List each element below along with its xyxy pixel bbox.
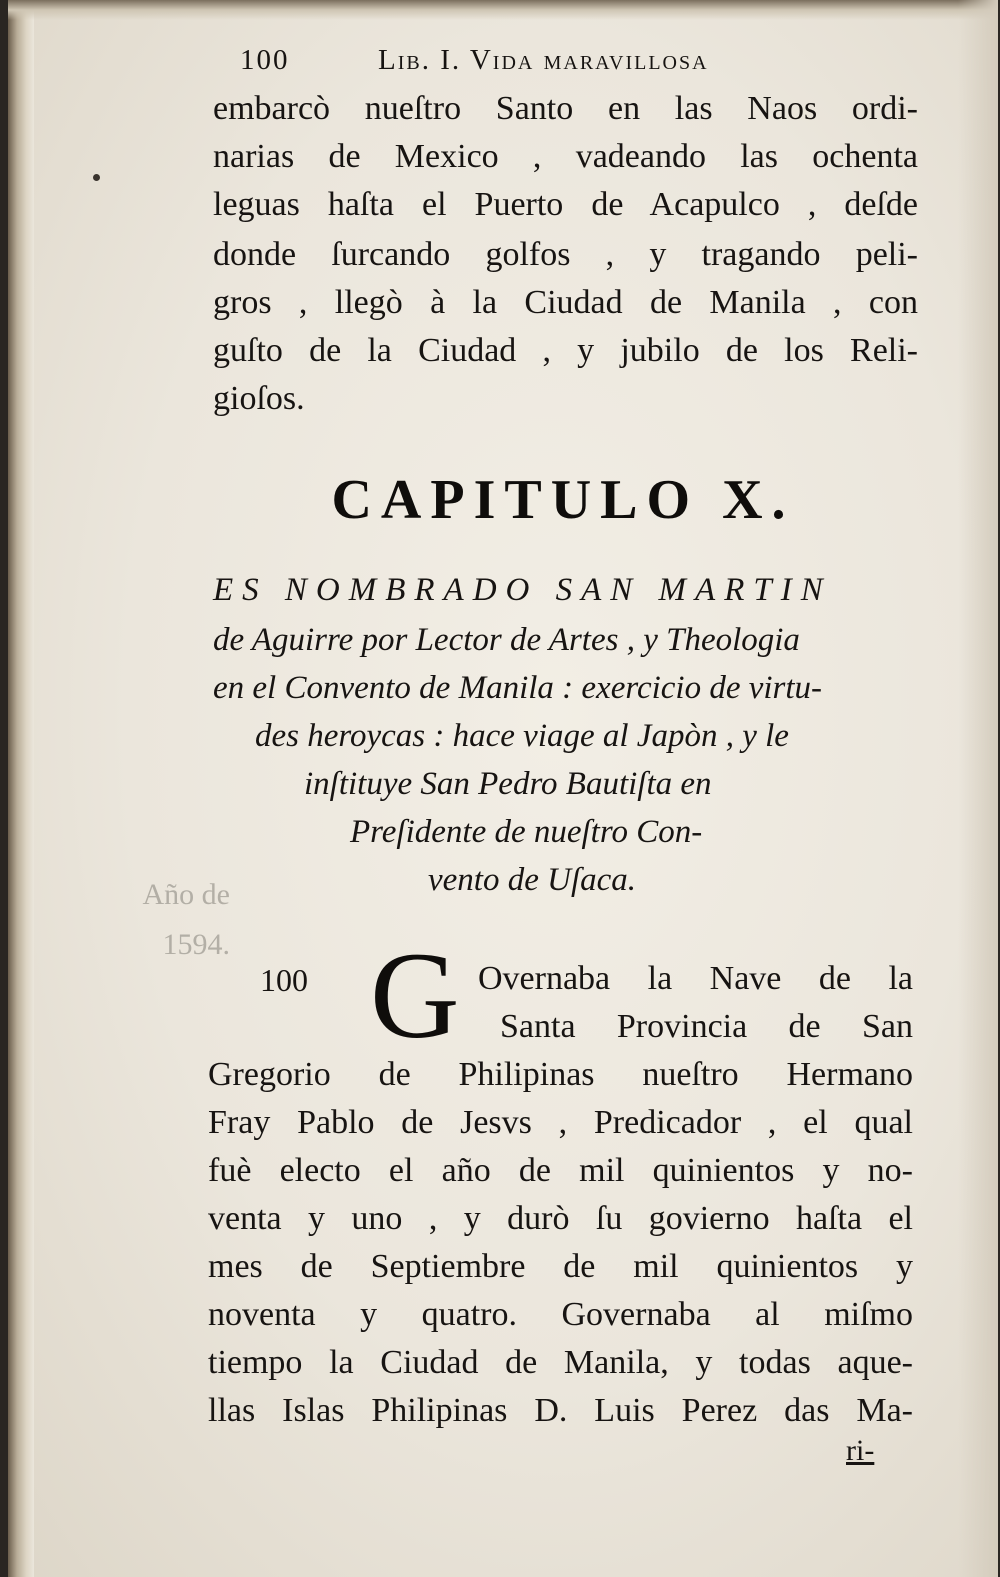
text-line: gioſos. [213, 380, 305, 417]
text-line: tiempo la Ciudad de Manila, y todas aque- [208, 1344, 913, 1381]
page-left-edge [8, 0, 34, 1577]
text-line: venta y uno , y durò ſu govierno haſta el [208, 1200, 913, 1237]
text-line: leguas haſta el Puerto de Acapulco , deſde [213, 186, 918, 223]
chapter-title: CAPITULO X. [331, 469, 795, 531]
margin-note-year: 1594. [162, 928, 230, 961]
text-line: llas Islas Philipinas D. Luis Perez das Ma- [208, 1392, 913, 1429]
running-title: Lib. I. Vida maravillosa [378, 44, 709, 76]
text-line: mes de Septiembre de mil quinientos y [208, 1248, 913, 1285]
summary-line: inſtituye San Pedro Bautiſta en [304, 766, 712, 802]
text-line: donde ſurcando golfos , y tragando peli- [213, 236, 918, 273]
text-line: gros , llegò à la Ciudad de Manila , con [213, 284, 918, 321]
text-line: noventa y quatro. Governaba al miſmo [208, 1296, 913, 1333]
summary-line: vento de Uſaca. [428, 862, 637, 898]
summary-line: Preſidente de nueſtro Con- [350, 814, 703, 850]
text-line: embarcò nueſtro Santo en las Naos ordi- [213, 90, 918, 127]
paragraph-number: 100 [260, 962, 308, 998]
running-header [240, 44, 840, 84]
text-line: fuè electo el año de mil quinientos y no- [208, 1152, 913, 1189]
summary-line: en el Convento de Manila : exercicio de virtu- [213, 670, 823, 706]
summary-line: de Aguirre por Lector de Artes , y Theologia [213, 622, 800, 658]
page-top-edge [8, 0, 998, 20]
catchword: ri- [846, 1434, 875, 1467]
drop-cap: G [370, 927, 460, 1064]
page-number: 100 [240, 44, 290, 76]
ink-spot [93, 174, 100, 181]
text-line: Santa Provincia de San [500, 1008, 913, 1045]
text-line: guſto de la Ciudad , y jubilo de los Reli- [213, 332, 918, 369]
text-line: narias de Mexico , vadeando las ochenta [213, 138, 918, 175]
margin-note-year-label: Año de [142, 878, 230, 911]
text-line: Fray Pablo de Jesvs , Predicador , el qual [208, 1104, 913, 1141]
text-line: Gregorio de Philipinas nueſtro Hermano [208, 1056, 913, 1093]
book-page [8, 0, 998, 1577]
summary-line: ES NOMBRADO SAN MARTIN [213, 572, 832, 608]
summary-line: des heroycas : hace viage al Japòn , y le [255, 718, 789, 754]
text-line: Overnaba la Nave de la [478, 960, 913, 997]
page-right-edge [958, 0, 998, 1577]
